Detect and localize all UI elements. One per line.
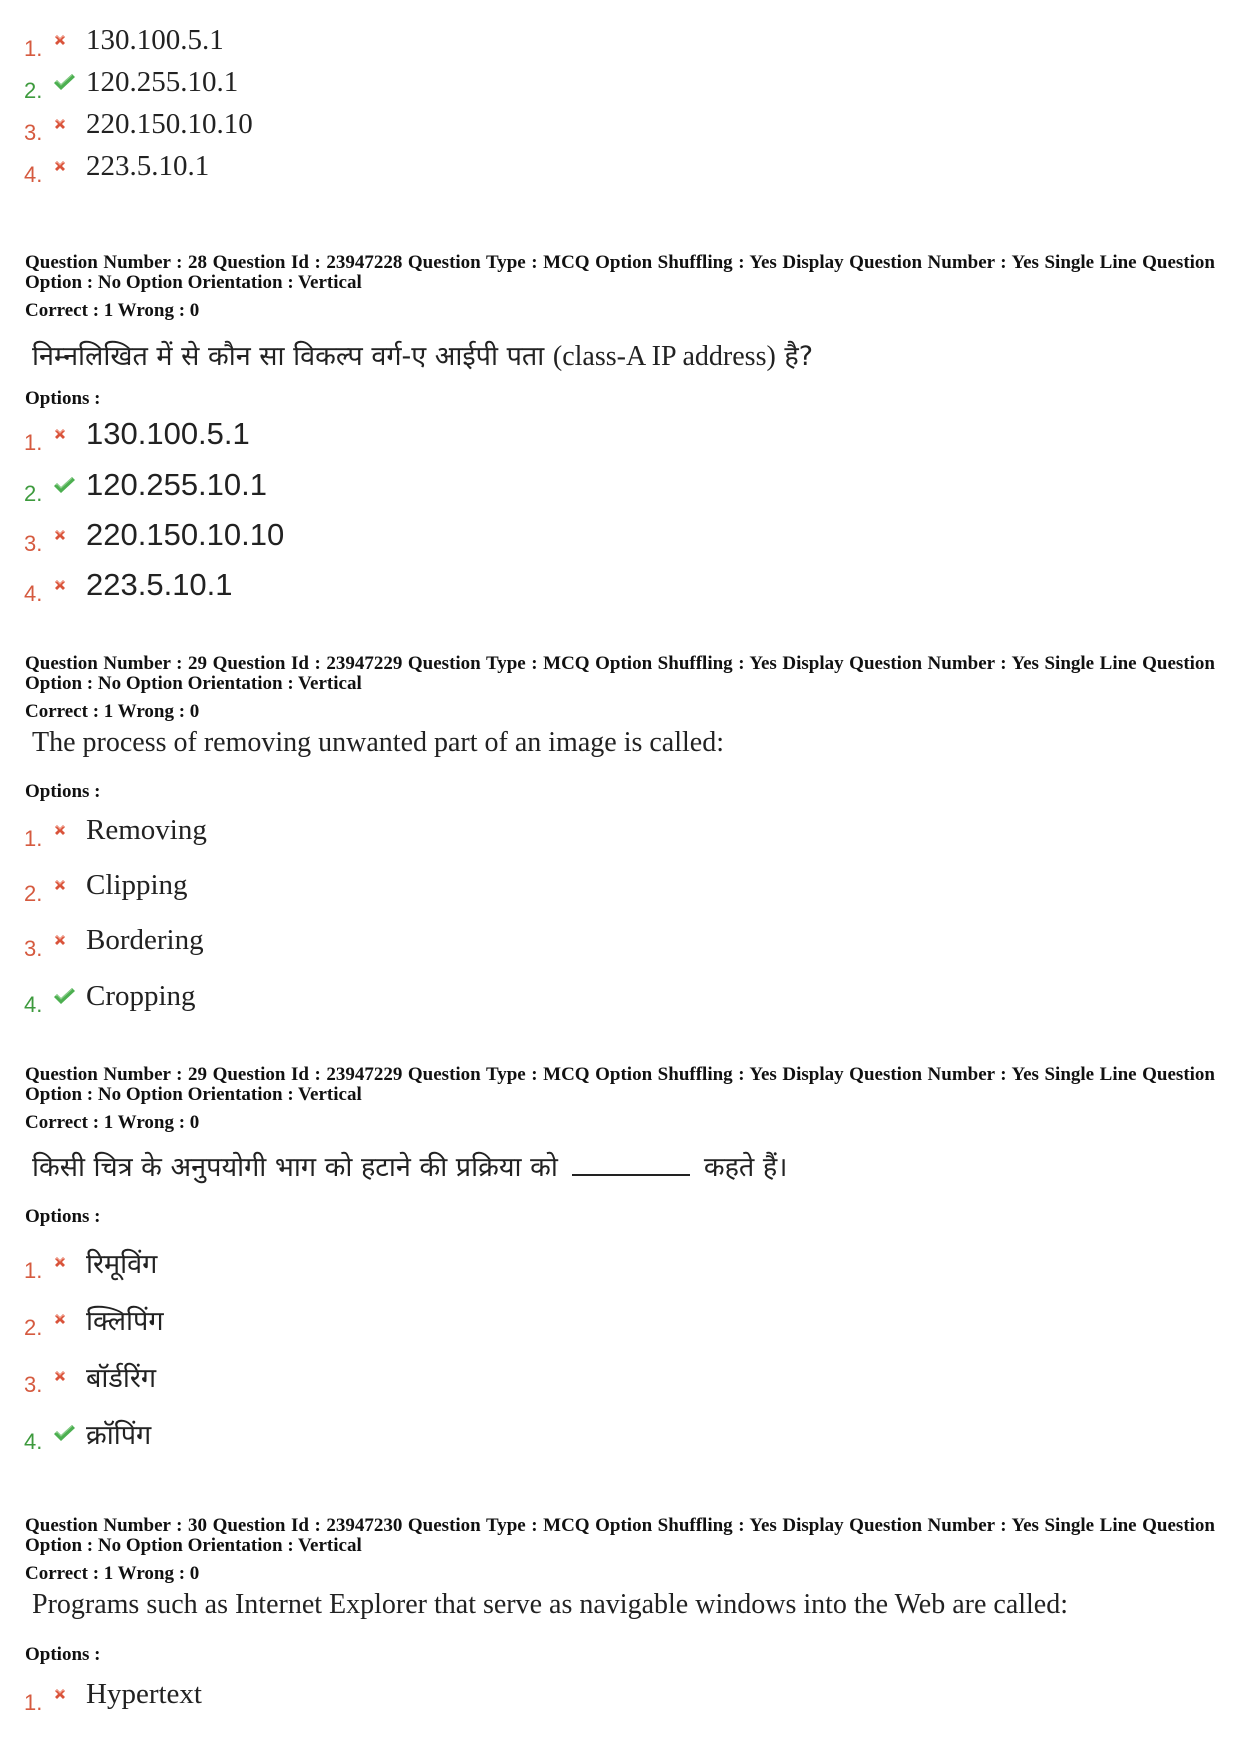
list-item <box>24 1297 164 1341</box>
option-text: Clipping <box>86 868 188 901</box>
option-text: क्लिपिंग <box>86 1305 164 1337</box>
cross-icon <box>52 1686 86 1702</box>
cross-icon <box>52 822 86 838</box>
list-item <box>24 102 253 146</box>
option-text: Cropping <box>86 979 196 1012</box>
cross-icon <box>52 32 86 48</box>
option-number: 1. <box>24 1690 43 1715</box>
question-meta: Question Number : 29 Question Id : 23947229 Question Type : MCQ Option Shuffling : Yes Display Question Number : Yes Single Line Question Option : No Option Orientation : Vertical <box>25 1064 1215 1105</box>
question-score: Correct : 1 Wrong : 0 <box>25 701 200 722</box>
option-number: 2. <box>24 481 43 506</box>
option-text: Removing <box>86 813 207 846</box>
list-item <box>24 1354 156 1398</box>
option-text: 220.150.10.10 <box>86 517 285 552</box>
list-item <box>24 1411 151 1455</box>
question-text-end: है? <box>784 341 814 372</box>
question-text-after: कहते हैं। <box>703 1152 788 1183</box>
check-icon <box>52 72 86 92</box>
option-text: 130.100.5.1 <box>86 416 250 451</box>
cross-icon <box>52 116 86 132</box>
question-meta: Question Number : 30 Question Id : 23947230 Question Type : MCQ Option Shuffling : Yes Display Question Number : Yes Single Line Question Option : No Option Orientation : Vertical <box>25 1515 1215 1556</box>
cross-icon <box>52 426 86 442</box>
option-number: 2. <box>24 881 43 906</box>
option-number: 2. <box>24 1315 43 1340</box>
list-item <box>24 513 284 557</box>
question-text: Programs such as Internet Explorer that serve as navigable windows into the Web are called: <box>32 1589 1069 1620</box>
option-number: 4. <box>24 992 43 1017</box>
question-text <box>32 1147 787 1184</box>
question-text-english: (class-A IP address) <box>552 341 776 372</box>
option-number: 1. <box>24 430 43 455</box>
option-text: रिमूविंग <box>86 1248 158 1280</box>
list-item <box>24 412 250 456</box>
list-item <box>24 463 267 507</box>
option-text: Hypertext <box>86 1677 202 1710</box>
option-text: 130.100.5.1 <box>86 23 224 56</box>
cross-icon <box>52 1311 86 1327</box>
check-icon <box>52 1423 86 1443</box>
cross-icon <box>52 1368 86 1384</box>
cross-icon <box>52 158 86 174</box>
question-score: Correct : 1 Wrong : 0 <box>25 1563 200 1584</box>
list-item <box>24 1672 202 1716</box>
option-number: 4. <box>24 581 43 606</box>
option-text: क्रॉपिंग <box>86 1419 152 1451</box>
option-number: 4. <box>24 162 43 187</box>
list-item <box>24 918 204 962</box>
list-item <box>24 808 207 852</box>
option-text: 223.5.10.1 <box>86 149 210 182</box>
option-number: 1. <box>24 826 43 851</box>
cross-icon <box>52 577 86 593</box>
options-label: Options : <box>25 388 101 409</box>
list-item <box>24 18 224 62</box>
cross-icon <box>52 932 86 948</box>
option-number: 1. <box>24 1258 43 1283</box>
question-text-hindi: निम्नलिखित में से कौन सा विकल्प वर्ग-ए आईपी पता <box>32 341 545 372</box>
fill-in-blank <box>572 1152 690 1176</box>
options-label: Options : <box>25 781 101 802</box>
list-item <box>24 1240 157 1284</box>
list-item <box>24 863 188 907</box>
option-number: 2. <box>24 78 43 103</box>
option-text: Bordering <box>86 923 204 956</box>
question-meta: Question Number : 29 Question Id : 23947229 Question Type : MCQ Option Shuffling : Yes Display Question Number : Yes Single Line Question Option : No Option Orientation : Vertical <box>25 653 1215 694</box>
option-text: 220.150.10.10 <box>86 107 253 140</box>
option-number: 3. <box>24 120 43 145</box>
list-item <box>24 144 209 188</box>
option-text: बॉर्डरिंग <box>86 1362 157 1394</box>
option-text: 223.5.10.1 <box>86 567 233 602</box>
check-icon <box>52 475 86 495</box>
option-number: 4. <box>24 1429 43 1454</box>
question-text-before: किसी चित्र के अनुपयोगी भाग को हटाने की प्रक्रिया को <box>32 1152 558 1183</box>
options-label: Options : <box>25 1206 101 1227</box>
option-text: 120.255.10.1 <box>86 65 239 98</box>
cross-icon <box>52 877 86 893</box>
question-score: Correct : 1 Wrong : 0 <box>25 1112 200 1133</box>
list-item <box>24 974 196 1018</box>
option-number: 1. <box>24 36 43 61</box>
cross-icon <box>52 1254 86 1270</box>
list-item <box>24 563 233 607</box>
question-score: Correct : 1 Wrong : 0 <box>25 300 200 321</box>
option-number: 3. <box>24 531 43 556</box>
question-text <box>32 336 813 373</box>
question-text: The process of removing unwanted part of an image is called: <box>32 727 724 758</box>
list-item <box>24 60 238 104</box>
option-number: 3. <box>24 936 43 961</box>
options-label: Options : <box>25 1644 101 1665</box>
option-text: 120.255.10.1 <box>86 467 268 502</box>
option-number: 3. <box>24 1372 43 1397</box>
cross-icon <box>52 527 86 543</box>
check-icon <box>52 986 86 1006</box>
question-meta: Question Number : 28 Question Id : 23947228 Question Type : MCQ Option Shuffling : Yes Display Question Number : Yes Single Line Question Option : No Option Orientation : Vertical <box>25 252 1215 293</box>
